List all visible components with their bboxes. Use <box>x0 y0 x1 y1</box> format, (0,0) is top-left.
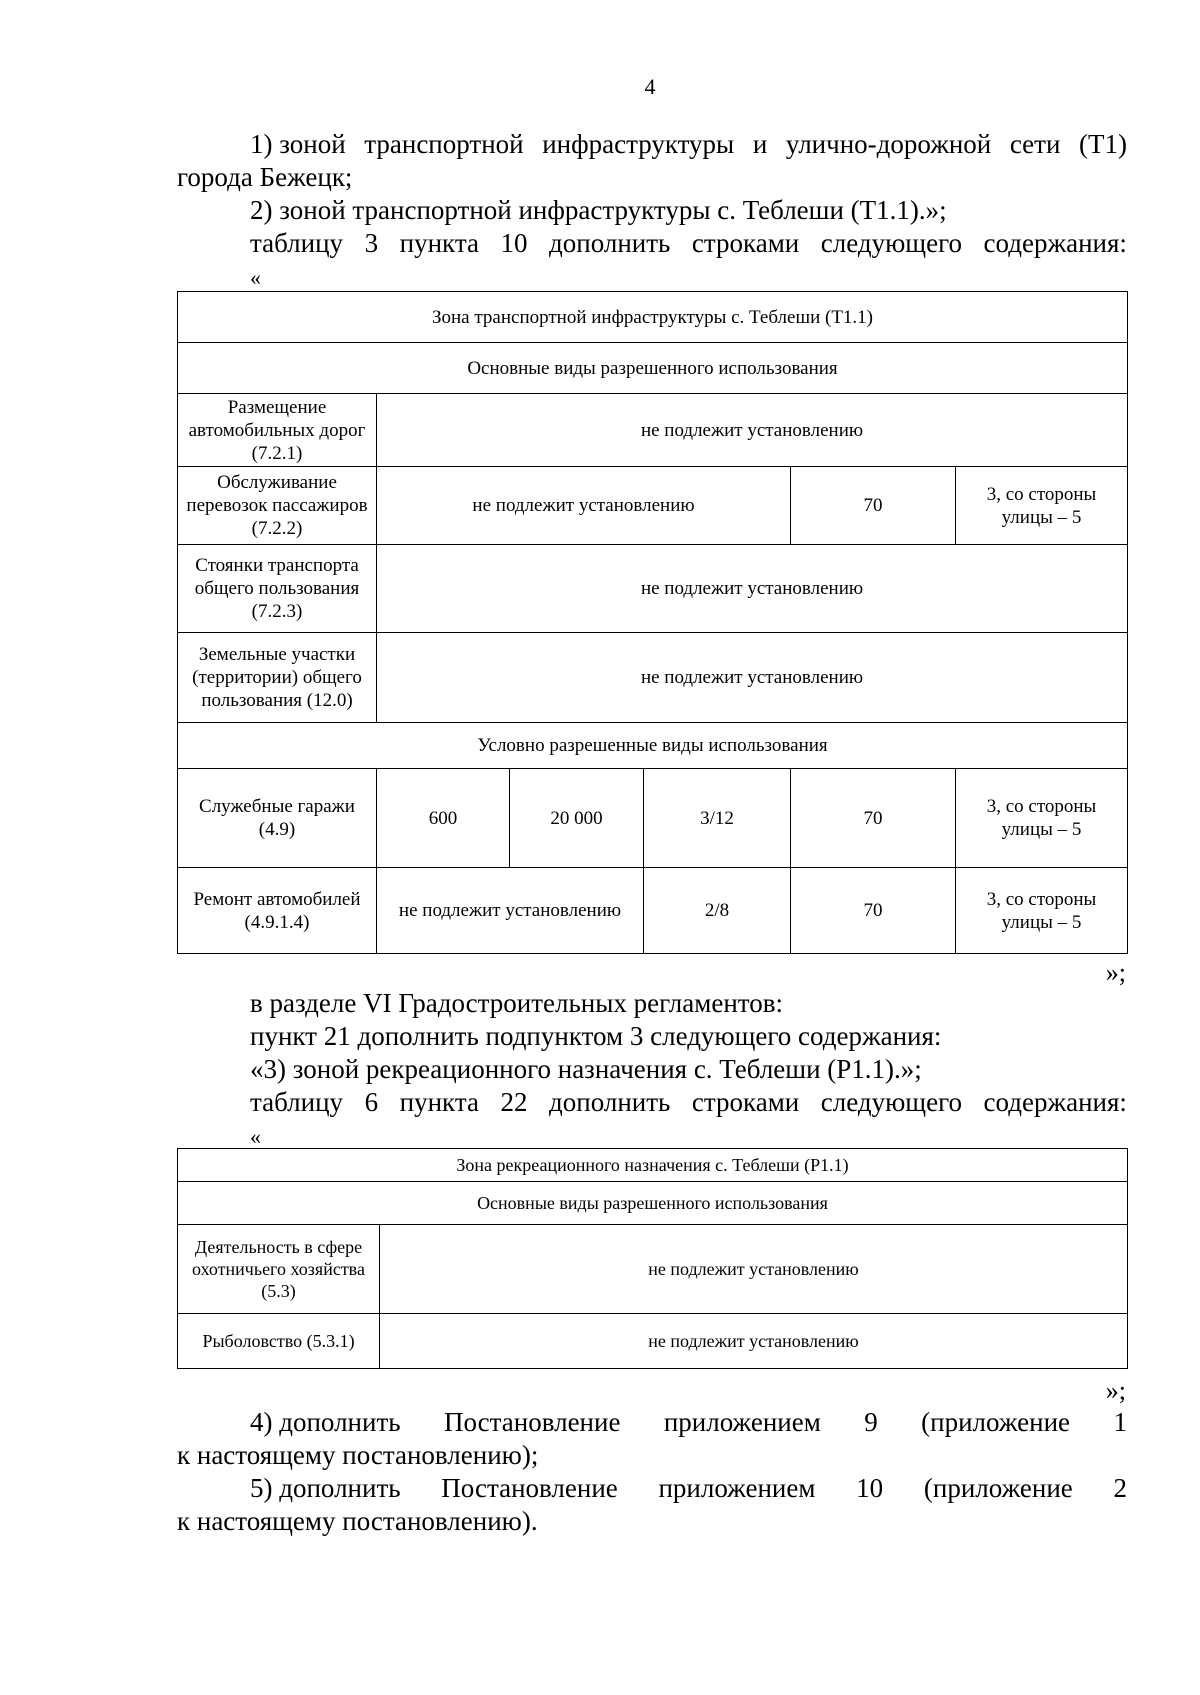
param-value: не подлежит установлению <box>377 633 1128 723</box>
item-4-line: 4) дополнить Постановление приложением 9 (приложение 1 <box>250 1407 1127 1437</box>
intro-line-1-cont: города Бежецк; <box>177 162 353 192</box>
close-quote-2: »; <box>1105 1376 1126 1405</box>
table-row <box>178 1225 1128 1314</box>
setback-value: 3, со стороны улицы – 5 <box>956 769 1128 868</box>
section-header-conditional: Условно разрешенные виды использования <box>178 723 1128 769</box>
middle-line-2: пункт 21 дополнить подпунктом 3 следующего содержания: <box>250 1021 942 1051</box>
table-row <box>178 1149 1128 1182</box>
max-area: 20 000 <box>510 769 644 868</box>
page-number: 4 <box>644 74 656 99</box>
table-row <box>178 1182 1128 1225</box>
build-percent: 70 <box>791 868 956 954</box>
param-value: не подлежит установлению <box>377 467 791 545</box>
use-type-name: Служебные гаражи (4.9) <box>178 769 377 868</box>
table-row <box>178 292 1128 343</box>
table-row <box>178 1314 1128 1369</box>
use-type-name: Рыболовство (5.3.1) <box>178 1314 380 1369</box>
setback-value: 3, со стороны улицы – 5 <box>956 868 1128 954</box>
item-4-cont: к настоящему постановлению); <box>177 1440 539 1470</box>
section-header-main: Основные виды разрешенного использования <box>178 343 1128 394</box>
param-value: не подлежит установлению <box>377 868 644 954</box>
use-type-name: Размещение автомобильных дорог (7.2.1) <box>178 394 377 467</box>
table-row <box>178 769 1128 868</box>
use-type-name: Обслуживание перевозок пассажиров (7.2.2) <box>178 467 377 545</box>
use-type-name: Деятельность в сфере охотничьего хозяйства (5.3) <box>178 1225 380 1314</box>
build-percent: 70 <box>791 467 956 545</box>
item-5-cont: к настоящему постановлению). <box>177 1506 538 1536</box>
intro-line-2: 2) зоной транспортной инфраструктуры с. Теблеши (Т1.1).»; <box>250 195 947 225</box>
close-quote-1: »; <box>1105 958 1126 987</box>
setback-value: 3, со стороны улицы – 5 <box>956 467 1128 545</box>
open-quote-2: « <box>250 1124 261 1149</box>
param-value: не подлежит установлению <box>377 545 1128 633</box>
floors: 2/8 <box>644 868 791 954</box>
floors: 3/12 <box>644 769 791 868</box>
table-title: Зона рекреационного назначения с. Теблеши (Р1.1) <box>178 1149 1128 1182</box>
table-title: Зона транспортной инфраструктуры с. Теблеши (Т1.1) <box>178 292 1128 343</box>
open-quote-1: « <box>250 265 261 290</box>
middle-line-3: «3) зоной рекреационного назначения с. Теблеши (Р1.1).»; <box>250 1054 922 1084</box>
use-type-name: Земельные участки (территории) общего пользования (12.0) <box>178 633 377 723</box>
param-value: не подлежит установлению <box>380 1314 1128 1369</box>
param-value: не подлежит установлению <box>380 1225 1128 1314</box>
table-row <box>178 723 1128 769</box>
zone-table-transport <box>177 291 1128 954</box>
zone-table-recreation <box>177 1148 1128 1369</box>
table-row <box>178 343 1128 394</box>
table-row <box>178 467 1128 545</box>
item-5-line: 5) дополнить Постановление приложением 10 (приложение 2 <box>250 1473 1127 1503</box>
param-value: не подлежит установлению <box>377 394 1128 467</box>
build-percent: 70 <box>791 769 956 868</box>
use-type-name: Стоянки транспорта общего пользования (7.2.3) <box>178 545 377 633</box>
table-row <box>178 545 1128 633</box>
intro-line-1: 1) зоной транспортной инфраструктуры и улично-дорожной сети (Т1) <box>250 129 1127 159</box>
min-area: 600 <box>377 769 510 868</box>
middle-line-4: таблицу 6 пункта 22 дополнить строками следующего содержания: <box>250 1087 1127 1117</box>
table-row <box>178 394 1128 467</box>
middle-line-1: в разделе VI Градостроительных регламентов: <box>250 988 783 1018</box>
table-row <box>178 633 1128 723</box>
table-row <box>178 868 1128 954</box>
use-type-name: Ремонт автомобилей (4.9.1.4) <box>178 868 377 954</box>
section-header-main: Основные виды разрешенного использования <box>178 1182 1128 1225</box>
intro-line-3: таблицу 3 пункта 10 дополнить строками следующего содержания: <box>250 228 1127 258</box>
